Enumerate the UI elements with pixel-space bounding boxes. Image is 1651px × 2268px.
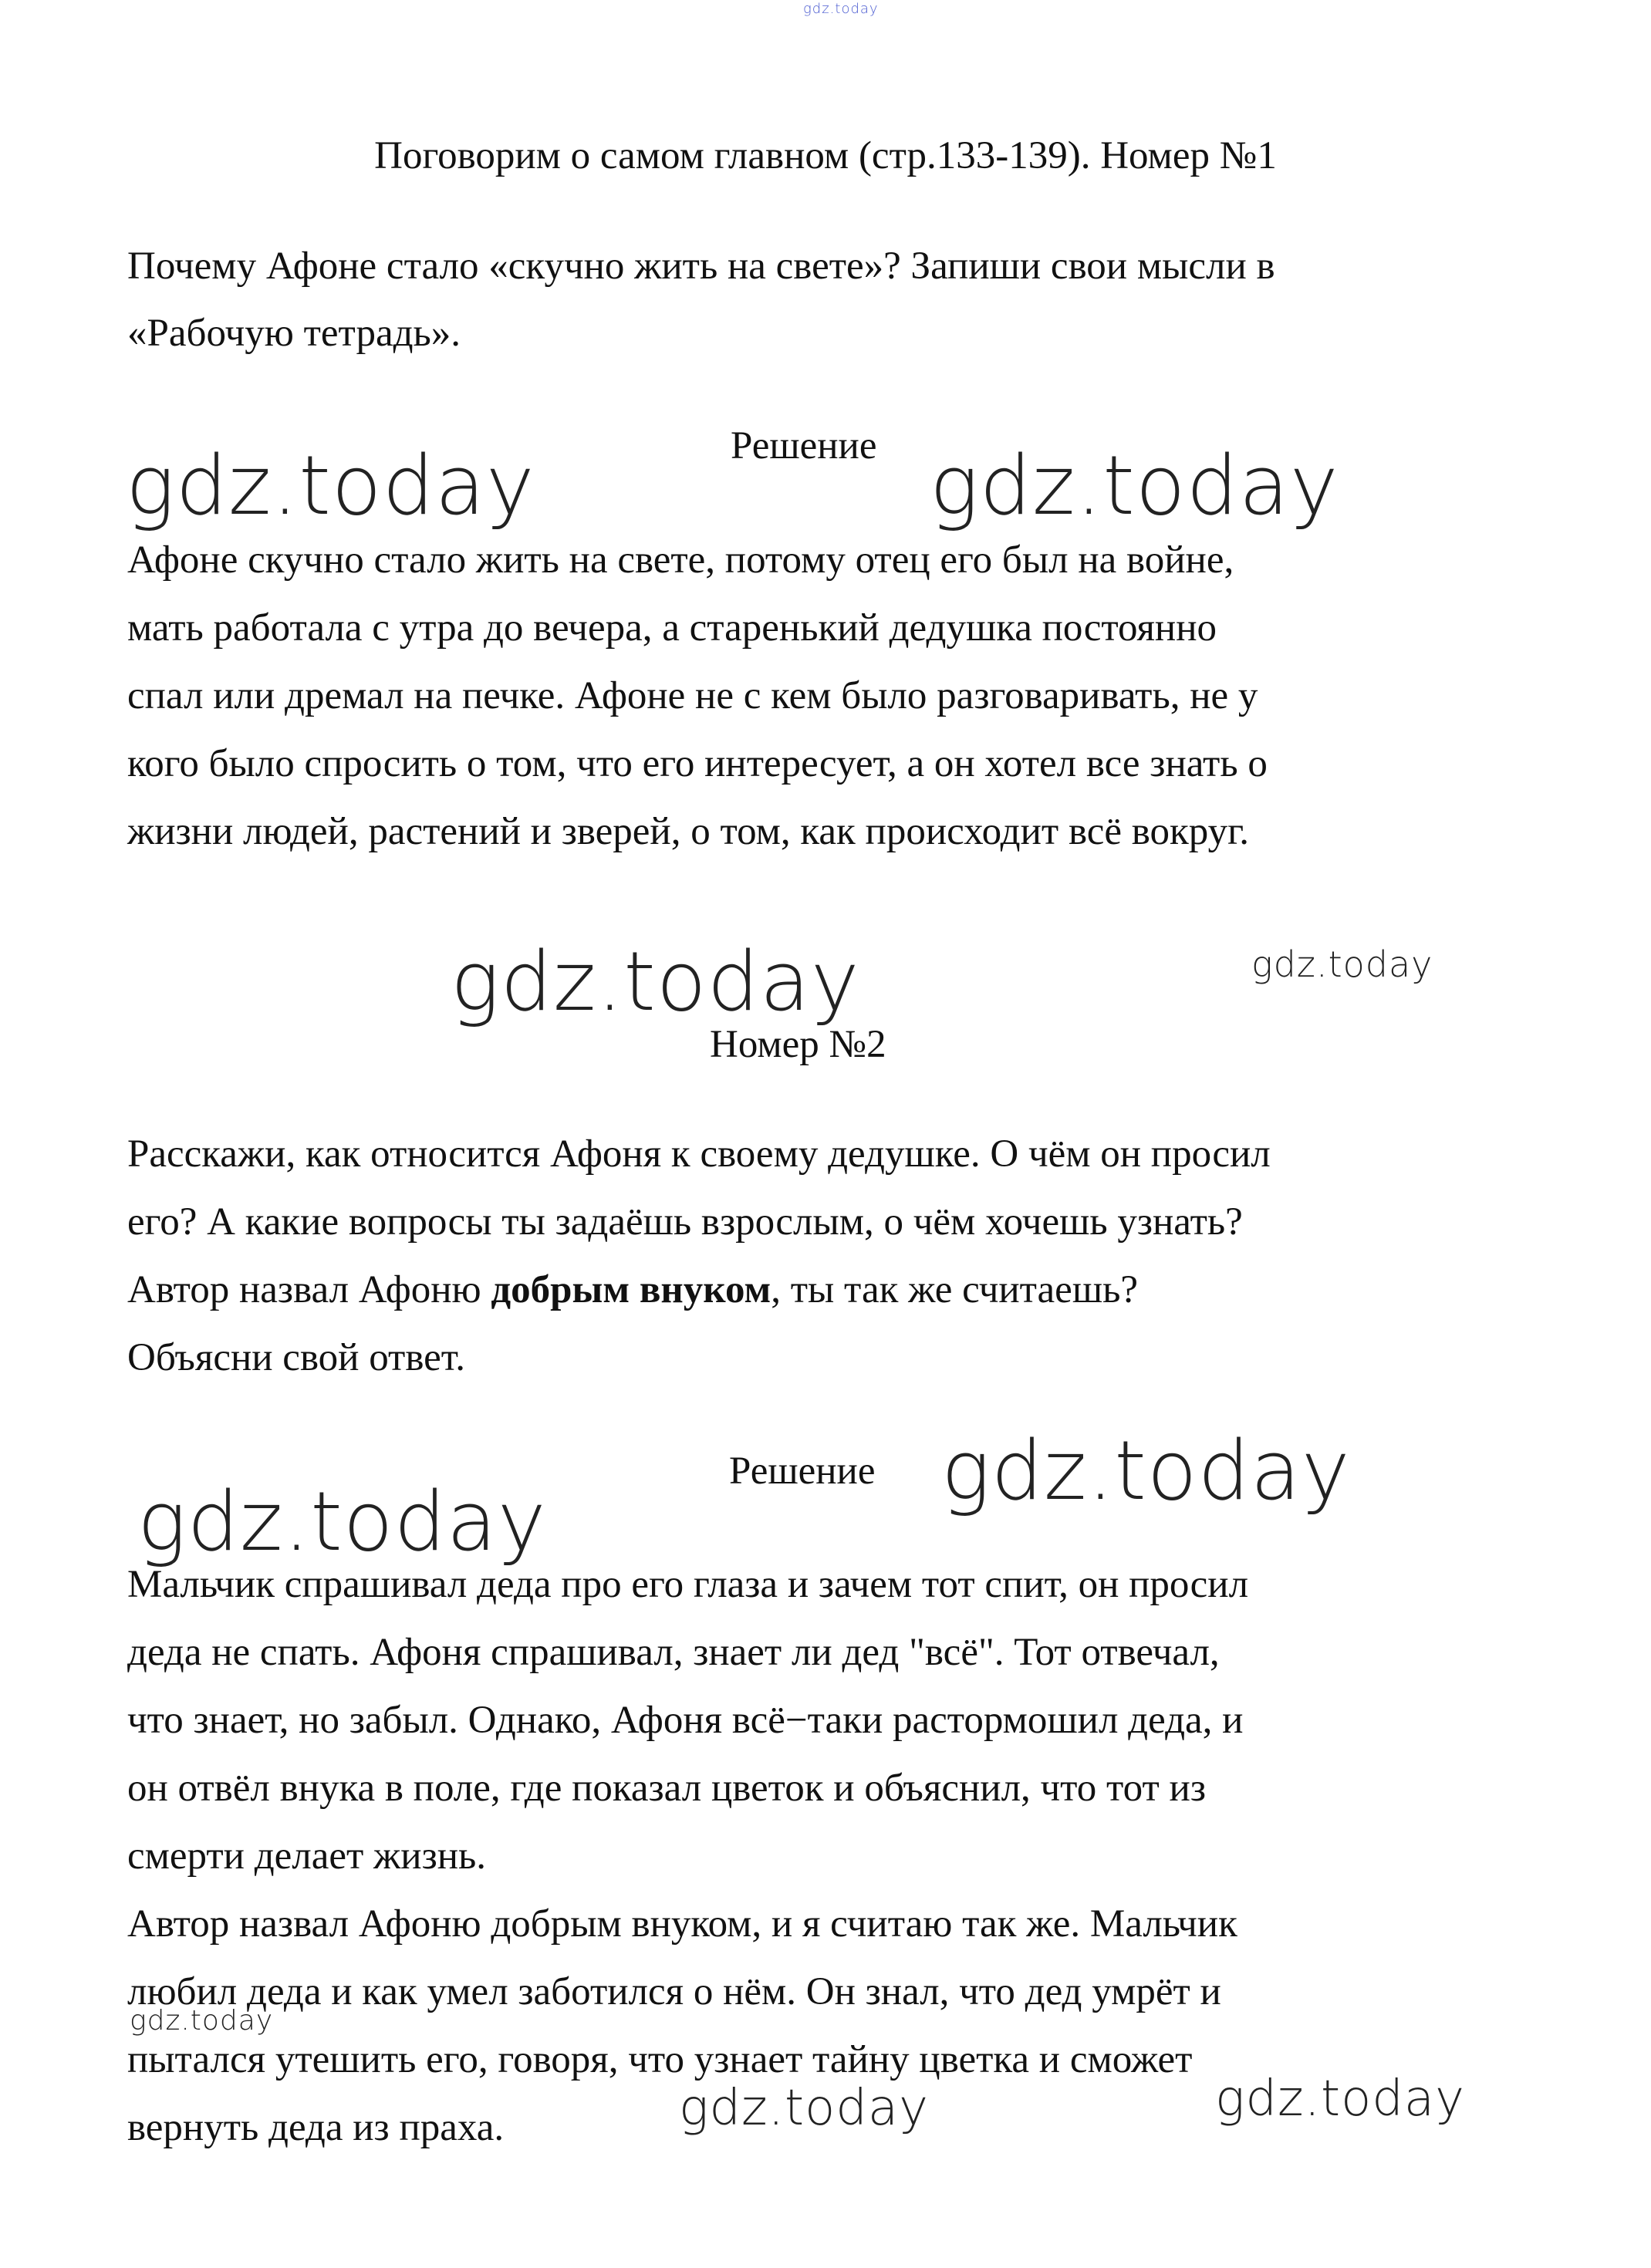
watermark-5: gdz.today xyxy=(941,1423,1351,1518)
watermark-1: gdz.today xyxy=(126,438,535,533)
task2-question-line-2: его? А какие вопросы ты задаёшь взрослым, о чём хочешь узнать? xyxy=(127,1200,1243,1244)
task2-question-bold: добрым внуком xyxy=(491,1268,771,1311)
watermark-top: gdz.today xyxy=(803,1,879,17)
task2-answer-line-5: смерти делает жизнь. xyxy=(127,1834,487,1878)
task1-answer-line-4: кого было спросить о том, что его интересует, а он хотел все знать о xyxy=(127,742,1268,785)
watermark-8: gdz.today xyxy=(679,2080,929,2137)
task2-question-line-4: Объясни свой ответ. xyxy=(127,1336,465,1379)
task2-answer-line-9: вернуть деда из праха. xyxy=(127,2106,505,2149)
watermark-2: gdz.today xyxy=(930,438,1339,533)
task2-answer-line-7: любил деда и как умел заботился о нём. Он знал, что дед умрёт и xyxy=(127,1970,1221,2013)
task1-question-line-1: Почему Афоне стало «скучно жить на свете»? Запиши свои мысли в xyxy=(127,245,1275,288)
watermark-6: gdz.today xyxy=(137,1474,547,1569)
task2-answer-line-6: Автор назвал Афоню добрым внуком, и я считаю так же. Мальчик xyxy=(127,1902,1237,1946)
task2-answer-line-2: деда не спать. Афоня спрашивал, знает ли дед "всё". Тот отвечал, xyxy=(127,1631,1220,1674)
task1-answer-line-5: жизни людей, растений и зверей, о том, как происходит всё вокруг. xyxy=(127,810,1250,853)
task2-answer-line-8: пытался утешить его, говоря, что узнает тайну цветка и сможет xyxy=(127,2038,1193,2081)
page-title: Поговорим о самом главном (стр.133-139). Номер №1 xyxy=(374,134,1277,177)
task2-question-line-3-start: Автор назвал Афоню xyxy=(127,1268,491,1311)
task2-question-line-3 xyxy=(127,1267,1138,1313)
task2-title: Номер №2 xyxy=(710,1023,886,1066)
watermark-3: gdz.today xyxy=(451,934,860,1029)
task2-question-line-3-end: , ты так же считаешь? xyxy=(771,1268,1138,1311)
task1-answer-line-3: спал или дремал на печке. Афоне не с кем было разговаривать, не у xyxy=(127,674,1258,717)
task1-answer-line-1: Афоне скучно стало жить на свете, потому отец его был на войне, xyxy=(127,538,1234,582)
watermark-9: gdz.today xyxy=(1215,2071,1465,2128)
task2-question-line-1: Расскажи, как относится Афоня к своему дедушке. О чём он просил xyxy=(127,1132,1271,1176)
task2-answer-line-3: что знает, но забыл. Однако, Афоня всё−таки растормошил деда, и xyxy=(127,1699,1244,1742)
task2-solution-label: Решение xyxy=(729,1450,876,1493)
task2-answer-line-4: он отвёл внука в поле, где показал цветок и объяснил, что тот из xyxy=(127,1767,1206,1810)
task1-answer-line-2: мать работала с утра до вечера, а старенький дедушка постоянно xyxy=(127,606,1217,650)
task2-answer-line-1: Мальчик спрашивал деда про его глаза и зачем тот спит, он просил xyxy=(127,1563,1249,1606)
watermark-4: gdz.today xyxy=(1251,943,1433,985)
watermark-7: gdz.today xyxy=(130,2005,274,2037)
task1-solution-label: Решение xyxy=(731,424,877,467)
task1-question-line-2: «Рабочую тетрадь». xyxy=(127,312,461,355)
